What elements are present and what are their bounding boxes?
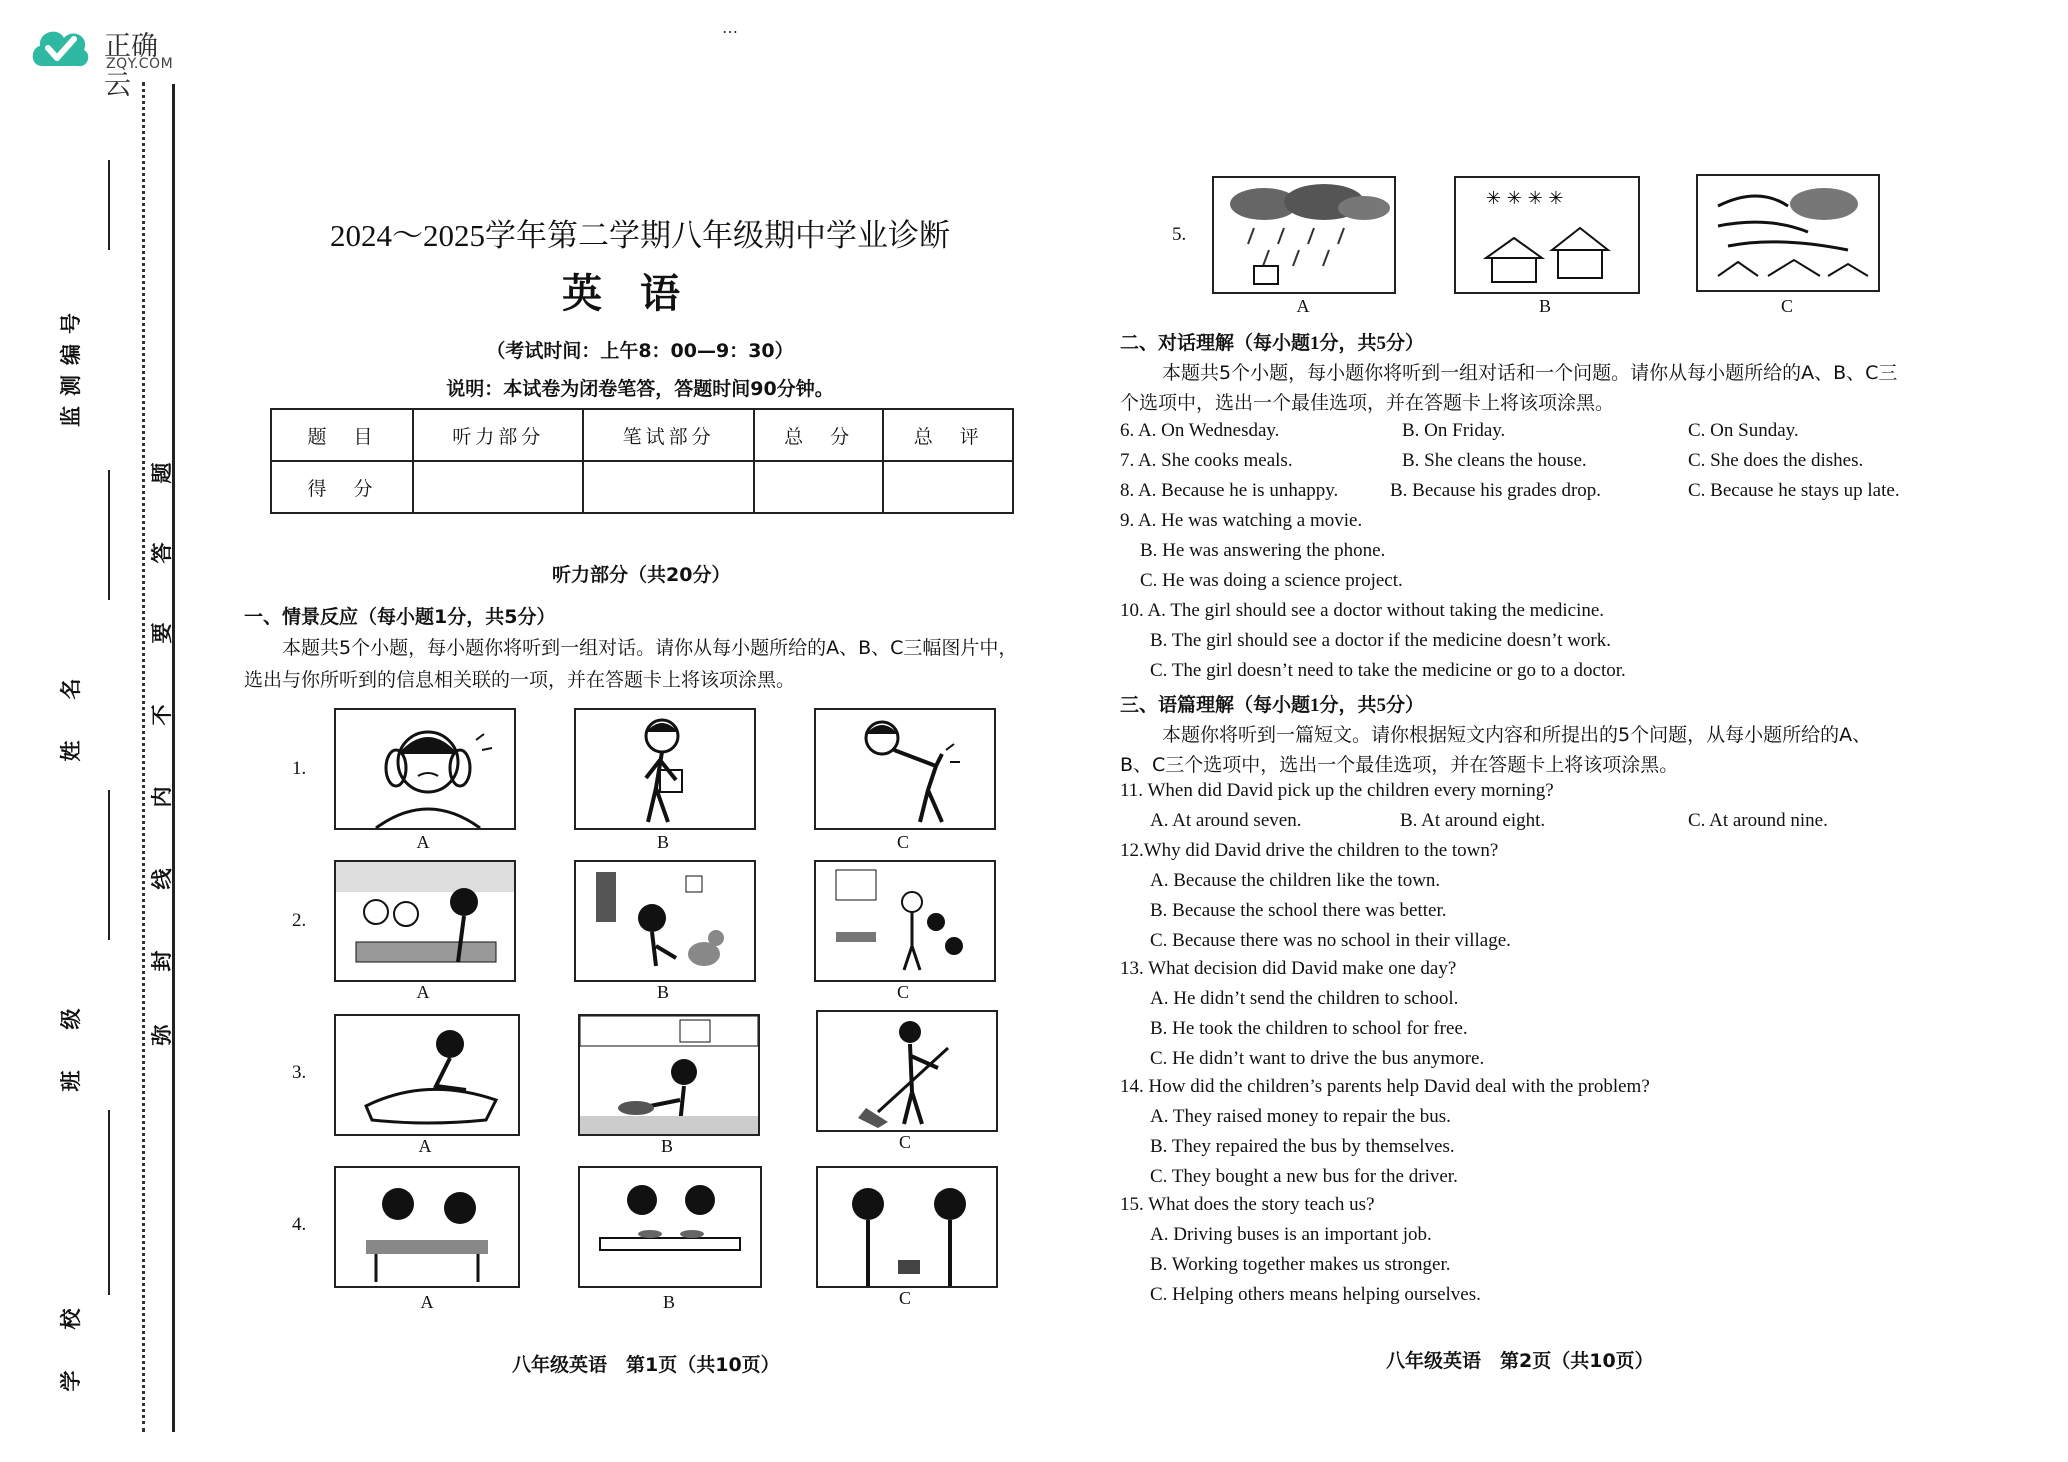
score-cell: 笔试部分 [583,409,753,461]
option-letter: C [896,832,909,852]
score-cell [883,461,1013,513]
picture-frame [334,860,516,982]
option-letter: A [416,832,430,852]
q13-option-a: A. He didn’t send the children to school. [1150,988,1459,1009]
picture-frame [1454,176,1640,294]
q8-option-b: B. Because his grades drop. [1390,480,1602,501]
q10-option-a: 10. A. The girl should see a doctor without taking the medicine. [1120,600,1605,621]
option-letter: A [420,1292,434,1312]
fill-line [108,790,110,940]
exam-title: 2024～2025学年第二学期八年级期中学业诊断 [330,218,950,253]
picture-frame [814,708,996,830]
part-heading: 听力部分（共20分） [552,564,731,586]
two-girls-eating-icon [580,1168,760,1286]
fill-line [108,1110,110,1295]
seal-char: 内 [150,786,174,808]
option-letter: C [1780,296,1793,316]
field-school [0,1298,83,1420]
score-cell: 总 评 [883,409,1013,461]
q10-option-b: B. The girl should see a doctor if the medicine doesn’t work. [1150,630,1612,651]
checkmark-logo-icon [28,22,92,74]
score-cell [583,461,753,513]
section3-desc-line2: B、C三个选项中，选出一个最佳选项，并在答题卡上将该项涂黑。 [1120,754,1679,776]
field-name [0,640,83,800]
picture-frame [816,1166,998,1288]
q13-option-b: B. He took the children to school for free. [1150,1018,1468,1039]
elderly-helping-scene-icon [336,862,514,980]
q11-option-b: B. At around eight. [1400,810,1546,831]
q11-option-a: A. At around seven. [1150,810,1302,831]
cloudy-windy-weather-icon [1698,176,1878,290]
two-girls-studying-icon [336,1168,518,1286]
backache-boy-icon [816,710,994,828]
exam-subject: 英语 [562,271,718,317]
headache-boy-icon [336,710,514,828]
stomachache-boy-icon [576,710,754,828]
section1-desc-line1: 本题共5个小题，每小题你将听到一组对话。请你从每小题所给的A、B、C三幅图片中， [282,637,1018,659]
picture-frame [578,1166,762,1288]
q15-option-c: C. Helping others means helping ourselves. [1150,1284,1481,1305]
rainy-weather-icon [1214,178,1394,292]
q10-option-c: C. The girl doesn’t need to take the medicine or go to a doctor. [1150,660,1626,681]
q9-option-c: C. He was doing a science project. [1140,570,1403,591]
section2-desc-line2: 个选项中，选出一个最佳选项，并在答题卡上将该项涂黑。 [1120,392,1615,414]
question-number: 2. [292,910,307,931]
option-letter: A [418,1136,432,1156]
right-page-footer: 八年级英语 第2页（共10页） [1386,1350,1654,1372]
score-table-score-row [271,461,1013,513]
score-cell: 听力部分 [413,409,583,461]
q7-option-c: C. She does the dishes. [1688,450,1864,471]
sweeping-floor-icon [818,1012,996,1130]
picture-frame [1696,174,1880,292]
picture-frame [334,1014,520,1136]
q7-option-b: B. She cleans the house. [1402,450,1587,471]
option-letter: C [896,982,909,1002]
q12-option-a: A. Because the children like the town. [1150,870,1441,891]
seal-char: 题 [150,462,174,484]
q13-stem: 13. What decision did David make one day? [1120,958,1457,979]
option-letter: B [662,1292,675,1312]
picture-frame [334,1166,520,1288]
snowy-weather-icon [1456,178,1638,292]
question-number: 4. [292,1214,307,1235]
q12-option-c: C. Because there was no school in their village. [1150,930,1511,951]
seal-char: 封 [150,950,174,972]
section3-title: 三、语篇理解（每小题1分，共5分） [1120,695,1425,716]
picture-frame [578,1014,760,1136]
seal-char: 要 [150,622,174,644]
q7-option-a: 7. A. She cooks meals. [1120,450,1293,471]
q11-option-c: C. At around nine. [1688,810,1828,831]
score-table-header-row [271,409,1013,461]
q11-stem: 11. When did David pick up the children every morning? [1120,780,1554,801]
fill-line [108,470,110,600]
option-letter: C [898,1132,911,1152]
section2-desc-line1: 本题共5个小题，每小题你将听到一组对话和一个问题。请你从每小题所给的A、B、C三 [1162,362,1898,384]
score-cell [754,461,884,513]
q12-stem: 12.Why did David drive the children to the town? [1120,840,1499,861]
q8-option-a: 8. A. Because he is unhappy. [1120,480,1339,501]
q6-option-a: 6. A. On Wednesday. [1120,420,1280,441]
cooking-boy-icon [580,1016,758,1134]
picture-frame [574,860,756,982]
option-letter: B [660,1136,673,1156]
q12-option-b: B. Because the school there was better. [1150,900,1447,921]
svg-text:✳ ✳ ✳ ✳: ✳ ✳ ✳ ✳ [1486,188,1564,209]
q14-option-a: A. They raised money to repair the bus. [1150,1106,1451,1127]
field-label: 姓 名 [59,668,83,762]
score-cell: 题 目 [271,409,413,461]
field-label: 监测编号 [59,303,83,427]
picture-frame [1212,176,1396,294]
two-girls-phone-icon [818,1168,996,1286]
score-table [270,408,1014,514]
classroom-scene-icon [816,862,994,980]
q15-option-a: A. Driving buses is an important job. [1150,1224,1432,1245]
score-cell: 得 分 [271,461,413,513]
exam-time: （考试时间：上午8：00—9：30） [486,340,794,362]
q8-option-c: C. Because he stays up late. [1688,480,1900,501]
making-bed-icon [336,1016,518,1134]
q13-option-c: C. He didn’t want to drive the bus anymore. [1150,1048,1485,1069]
q9-option-b: B. He was answering the phone. [1140,540,1386,561]
section3-desc-line1: 本题你将听到一篇短文。请你根据短文内容和所提出的5个问题，从每小题所给的A、 [1162,724,1872,746]
question-number: 1. [292,758,307,779]
q6-option-c: C. On Sunday. [1688,420,1799,441]
fill-line [108,160,110,250]
q14-option-c: C. They bought a new bus for the driver. [1150,1166,1458,1187]
section1-title: 一、情景反应（每小题1分，共5分） [244,606,556,628]
question-number: 5. [1172,224,1187,245]
picture-frame [814,860,996,982]
seal-char: 线 [150,868,174,890]
binding-solid-line [172,84,175,1432]
exam-note: 说明：本试卷为闭卷笔答，答题时间90分钟。 [446,378,834,400]
picture-frame [574,708,756,830]
left-page-footer: 八年级英语 第1页（共10页） [512,1354,780,1376]
q14-option-b: B. They repaired the bus by themselves. [1150,1136,1455,1157]
field-label: 学 校 [59,1298,83,1392]
score-cell [413,461,583,513]
logo-name-en: ZQY.COM [106,56,174,72]
picture-frame [334,708,516,830]
binding-dotted-line [142,82,145,1432]
q6-option-b: B. On Friday. [1402,420,1506,441]
question-number: 3. [292,1062,307,1083]
logo-name-cn: 正确云 [104,31,158,101]
option-letter: C [898,1288,911,1308]
section2-title: 二、对话理解（每小题1分，共5分） [1120,333,1425,354]
section1-desc-line2: 选出与你所听到的信息相关联的一项，并在答题卡上将该项涂黑。 [244,669,796,691]
option-letter: B [1538,296,1551,316]
field-class [0,990,83,1150]
seal-char: 不 [150,704,174,726]
score-cell: 总 分 [754,409,884,461]
picture-frame [816,1010,998,1132]
field-monitor-number [0,280,83,440]
q9-option-a: 9. A. He was watching a movie. [1120,510,1363,531]
seal-char: 弥 [150,1024,174,1046]
q15-stem: 15. What does the story teach us? [1120,1194,1375,1215]
feeding-cat-scene-icon [576,862,754,980]
top-fragment: … [722,18,738,37]
field-label: 班 级 [59,998,83,1092]
q15-option-b: B. Working together makes us stronger. [1150,1254,1451,1275]
q14-stem: 14. How did the children’s parents help David deal with the problem? [1120,1076,1650,1097]
option-letter: A [1296,296,1310,316]
option-letter: B [656,832,669,852]
option-letter: A [416,982,430,1002]
option-letter: B [656,982,669,1002]
brand-logo [28,22,178,101]
seal-char: 答 [150,542,174,564]
